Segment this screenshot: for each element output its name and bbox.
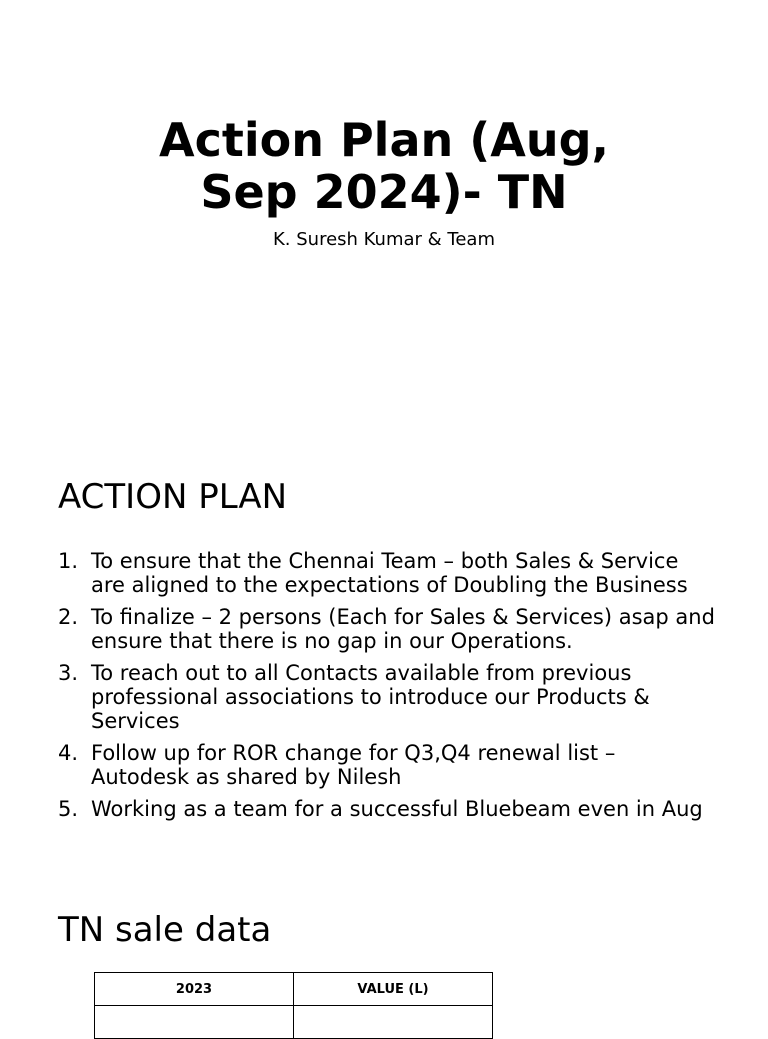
- sale-data-heading: TN sale data: [58, 910, 272, 950]
- list-item-text: Working as a team for a successful Bluebeam even in Aug: [91, 797, 703, 821]
- action-plan-list: [58, 549, 718, 865]
- table-row: [95, 1006, 493, 1039]
- action-plan-slide: [0, 440, 768, 870]
- list-item: [58, 549, 718, 597]
- list-item: [58, 605, 718, 653]
- list-item: [58, 741, 718, 789]
- list-item-text: Follow up for ROR change for Q3,Q4 renewal list – Autodesk as shared by Nilesh: [91, 741, 616, 789]
- list-item: [58, 661, 718, 733]
- sale-data-table: [94, 972, 493, 1039]
- list-item-number: 2.: [58, 605, 79, 629]
- table-cell: [294, 1006, 493, 1039]
- action-plan-heading: ACTION PLAN: [58, 477, 288, 517]
- list-item-number: 3.: [58, 661, 79, 685]
- list-item-number: 1.: [58, 549, 79, 573]
- list-item-text: To reach out to all Contacts available from previous professional associations to introduce our Products & Services: [91, 661, 650, 733]
- list-item: [58, 797, 718, 821]
- page-title: [0, 114, 768, 218]
- table-header-row: [95, 973, 493, 1006]
- list-item-number: 5.: [58, 797, 79, 821]
- column-header-value: VALUE (L): [294, 973, 493, 1006]
- title-slide: [0, 0, 768, 440]
- title-line-1: Action Plan (Aug,: [158, 113, 610, 167]
- table-cell: [95, 1006, 294, 1039]
- column-header-year: 2023: [95, 973, 294, 1006]
- subtitle: K. Suresh Kumar & Team: [272, 229, 495, 250]
- title-line-2: Sep 2024)- TN: [200, 165, 568, 219]
- list-item-number: 4.: [58, 741, 79, 765]
- list-item-text: To finalize – 2 persons (Each for Sales & Services) asap and ensure that there is no gap in our Operations.: [91, 605, 715, 653]
- sale-data-slide: [0, 870, 768, 1024]
- list-item-text: To ensure that the Chennai Team – both Sales & Service are aligned to the expectations of Doubling the Business: [91, 549, 688, 597]
